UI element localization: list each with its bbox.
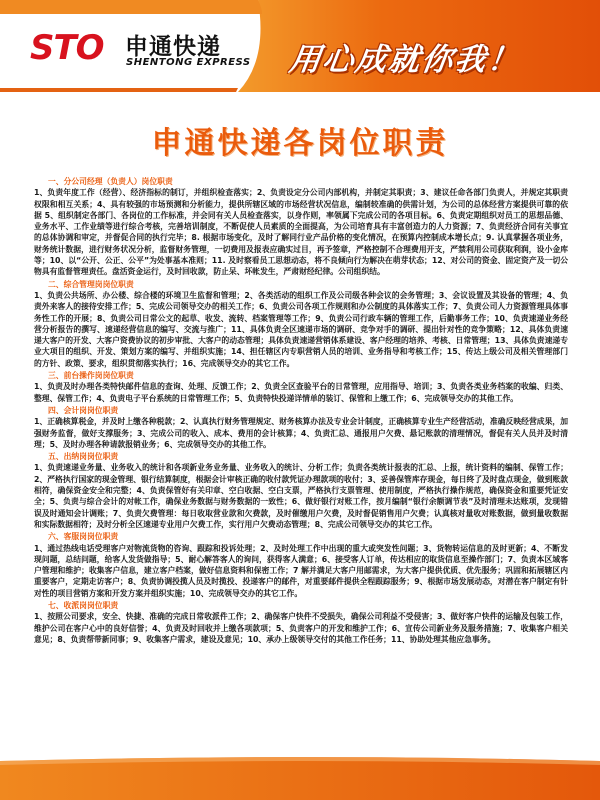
- section-heading: 七、收派岗岗位职责: [48, 600, 119, 610]
- section-front-desk: [34, 370, 568, 404]
- section-heading: 一、分公司经理（负责人）岗位职责: [48, 177, 173, 186]
- section-admin: [34, 279, 568, 369]
- section-cashier: [34, 451, 568, 530]
- page-title: 申通快递各岗位职责: [151, 126, 449, 161]
- section-courier: [34, 600, 568, 645]
- section-heading: 六、客服岗岗位职责: [48, 532, 119, 542]
- section-body: 1、负责公共场所、办公楼、综合楼的环境卫生监督和管理；2、各类活动的组织工作及公司级各种会议的会务管理；3、会议设置及其设备的管理；4、负责外来客人的接待安排工作；5、完成公司领导交办的相关工作；6、负责公司各项工作规则和办公制度的具体落实工作；7、负责公司人力资源管理具体事务性工作的开展；8、负责公司日常公文的起草、收发、流转、档案管理等工作；9、负责公司行政车辆的管理工作，后勤事务工作；10、负责速递业务经营分析报告的撰写、速递经营信息的编写、交流与推广；11、具体负责全区速递市场的调研、竞争对手的调研、提出针对性的竞争策略；12、具体负责速递大客户的开发、大客户资费协议的初步审批、大客户的动态管理；具体负责速递营销体系建设、客户经理的培养、考核、日常管理；13、具体负责速递专业大项目的组织、开发、策划方案的编写、并组织实施；14、担任辖区内专职营销人员的培训、业务指导和考核工作；15、传达上级公司及相关管理部门的方针、政策、要求，组织贯彻落实执行；16、完成领导交办的其它工作。: [34, 290, 568, 368]
- sto-logo: STO: [30, 28, 104, 68]
- section-customer-service: [34, 531, 568, 599]
- section-heading: 五、出纳岗岗位职责: [48, 452, 119, 462]
- brand-name-cn: 申通快递: [125, 34, 221, 60]
- section-accountant: [34, 405, 568, 450]
- section-body: 1、正确核算税金，并及时上缴各种税款；2、认真执行财务管理规定、财务核算办法及专业会计制度，正确核算专业生产经营活动，准确反映经营成果，加强财务监督，做好支撑服务；3、完成公司的收入、成本、费用的会计核算；4、负责汇总、通报用户欠费、悬记账款的清理情况，督促有关人员并及时清理；5、及时办理各种请款报销业务；6、完成领导交办的其他工作。: [34, 417, 568, 449]
- section-manager: [34, 176, 568, 278]
- brand-name-en: SHENTONG EXPRESS: [126, 57, 251, 68]
- section-heading: 三、前台操作岗岗位职责: [48, 371, 134, 381]
- duties-content: [34, 175, 568, 645]
- section-body: 1、负责速递业务量、业务收入的统计和各项新业务业务量、业务收入的统计、分析工作；负责各类统计报表的汇总、上报，统计资料的编制、保管工作；2、严格执行国家的现金管理、银行结算制度，根据会计审核正确的收付款凭证办理款项的收付；3、妥善保管库存现金，每日终了及时盘点现金，做到账款相符，确保资金安全和完整；4、负责保管好有关印章、空白收据、空白支票，严格执行支票管理、使用制度，严格执行操作规范，确保资金和重要凭证安全；5、负责与综合会计的对帐工作，确保业务数据与财务数据的一致性；6、做好银行对账工作，按月编制“银行余额调节表”及时清理未达账项，发现错误及时通知会计调账；7、负责欠费管理：每日收取营业款和欠费款，及时催缴用户欠费，及时督促销售用户欠费；认真核对量收对账数据，做到量收数据和实际数据相符；及时分析全区速递专业用户欠费工作，实行用户欠费动态管理；8、完成公司领导交办的其它工作。: [34, 463, 568, 529]
- slogan: 用心成就你我！: [286, 42, 524, 78]
- page-header: [0, 0, 600, 92]
- section-body: 1、负责及时办理各类特快邮件信息的查询、处理、反馈工作；2、负责全区查验平台的日常管理，应用指导、培训；3、负责各类业务档案的收编、归类、整理、保管工作；4、负责电子平台系统的日常管理工作；5、负责特快投递详情单的装订、保管和上缴工作；6、完成领导交办的其他工作。: [34, 382, 568, 403]
- section-body: 1、负责年度工作（经营）、经济指标的制订，并组织检查落实；2、负责设定分公司内部机构，并制定其职责；3、建议任命各部门负责人，并规定其职责权限和相互关系；4、具有较强的市场预测和分析能力，提供所辖区域的市场经营状况信息，编制较准确的供需计划，为公司的总体经营方案提供可靠的依据 5、组织制定各部门、各岗位的工作标准，并会同有关人员检查落实，以身作则，率领属下完成公司的各项目标。6、负责定期组织对员工的思想品德、业务水平、工作业绩等进行综合考核，完善培训制度，不断促使人员素质的全面提高，为公司培育具有丰富创造力的人力资源；7、负责经济合同有关事宜的总体协调和审定，并督促合同的执行完毕；8. 根据市场变化，及时了解同行业产品价格的变化情况，在预算内控制成本增长点；9. 认真掌握各项业务，财务统计数据，进行财务状况分析，监督财务管理，一切费用及报表应确实过目，再予签章，严格控制不合理费用开支，严禁利用公司获取利润，设小金库等；10、以“公开、公正、公平”为处事基本准则；11. 及时察看员工思想动态，将不良倾向行为解决在萌芽状态；12、对公司的资金、固定资产及一切公物具有监督管理责任。盘活资金运行，及时回收款，防止呆、坏帐发生，严肃财经纪律。公司组织结。: [34, 188, 568, 277]
- section-heading: 四、会计岗岗位职责: [48, 405, 119, 415]
- section-body: 1、通过热线电话受理客户对物流货物的咨询、跟踪和投诉处理；2、及时处理工作中出现的重大或突发性问题；3、货物转运信息的及时更新；4、不断发现问题，总结问题，给客人发货做指导；5、耐心解答客人的询问，获得客人满意；6、接受客人订单，传达相应的取货信息至操作部门；7、负责本区域客户管理和维护；收集客户信息，建立客户档案，做好信息资料和保密工作；7 解并满足大客户用邮需求，为大客户提供优质、优先服务；巩固和拓展辖区内重要客户，定期走访客户；8、负责协调投揽人员及时揽投、投递客户的邮件，对重要邮件提供全程跟踪服务；9、根据市场发展动态，对潜在客户制定有针对性的项目营销方案和开发方案并组织实施；10、完成领导交办的其它工作。: [34, 543, 568, 598]
- section-heading: 二、综合管理岗岗位职责: [48, 279, 134, 289]
- section-body: 1、按照公司要求，安全、快捷、准确的完成日常收派件工作；2、确保客户快件不受损失，确保公司利益不受侵害；3、做好客户快件的运输及包装工作，维护公司在客户心中的良好信誉；4、负责及时回收并上缴各项款项；5、负责客户的开发和维护工作；6、宣传公司新业务及服务措施；7、收集客户相关意见；8、负责帮带新同事；9、收集客户需求，建设及意见；10、承办上级领导交付的其他工作任务；11、协助处理其他应急事务。: [34, 612, 568, 644]
- footer-orange-band: [0, 755, 600, 800]
